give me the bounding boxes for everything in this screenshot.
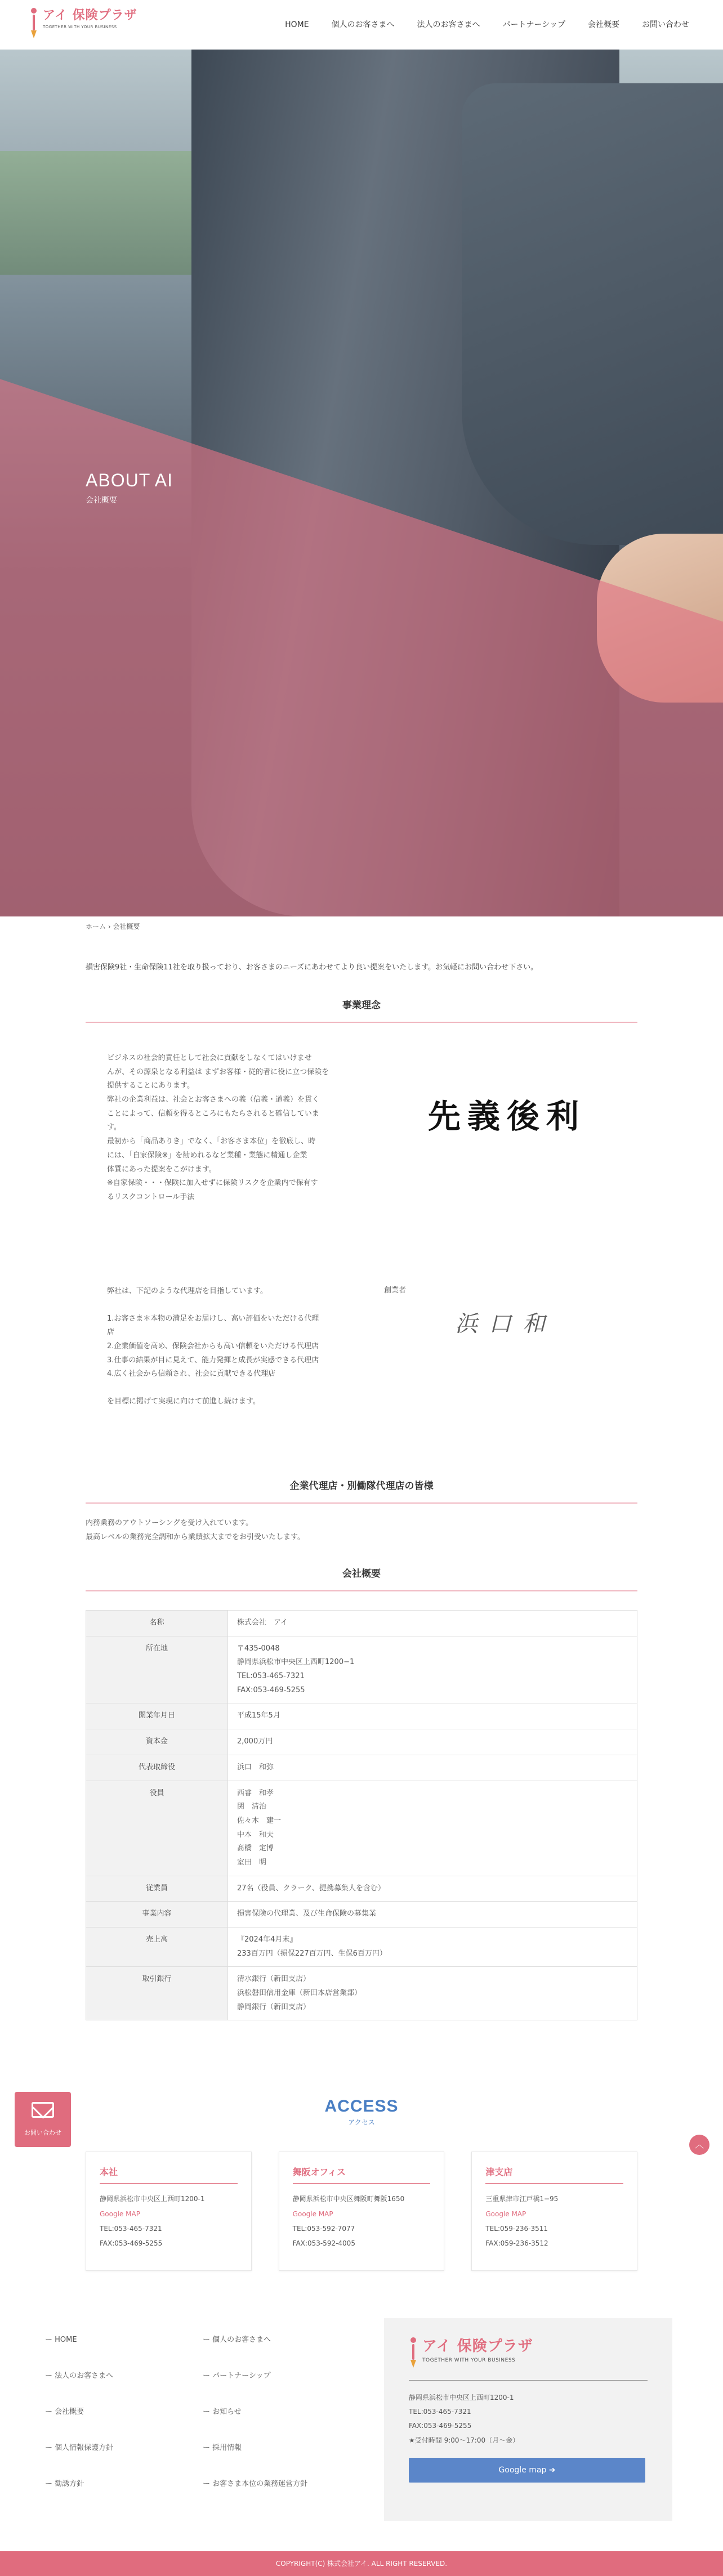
footer-link-privacy[interactable]: ー 個人情報保護方針 — [45, 2444, 114, 2452]
philosophy-line: るリスクコントロール手法 — [107, 1192, 195, 1201]
office-name: 舞阪オフィス — [293, 2164, 431, 2184]
floating-contact-label: お問い合わせ — [24, 2129, 61, 2137]
philosophy-line: 最初から「商品ありき」でなく、「お客さま本位」を徹底し、時 — [107, 1137, 316, 1146]
site-header — [0, 0, 723, 50]
profile-value: 株式会社 アイ — [228, 1611, 637, 1636]
profile-value: 清水銀行（新田支店） 浜松磐田信用金庫（新田本店営業部） 静岡銀行（新田支店） — [228, 1967, 637, 2020]
philosophy-line: んが、その源泉となる利益は まずお客様・従的者に役に立つ保険を — [107, 1067, 329, 1076]
goal-line: を目標に掲げて実現に向けて前進し続けます。 — [107, 1397, 260, 1406]
office-tel: TEL:059-236-3511 — [485, 2224, 548, 2233]
goal-line: 3.仕事の結果が目に見えて、能力発揮と成長が実感できる代理店 — [107, 1356, 319, 1365]
access-title: ACCESS — [324, 2097, 399, 2116]
footer-link-home[interactable]: ー HOME — [45, 2336, 77, 2344]
nav-contact[interactable]: お問い合わせ — [642, 20, 689, 29]
nav-personal[interactable]: 個人のお客さまへ — [331, 20, 395, 29]
profile-row — [86, 1703, 637, 1729]
logo-mark-icon — [29, 8, 38, 42]
nav-corporate[interactable]: 法人のお客さまへ — [417, 20, 480, 29]
logo-mark-icon — [409, 2337, 418, 2370]
nav-home[interactable]: HOME — [285, 20, 309, 29]
philosophy-line: 体質にあった提案をこがけます。 — [107, 1165, 216, 1174]
company-profile-title: 会社概要 — [86, 1566, 637, 1591]
philosophy-line: 弊社の企業利益は、社会とお客さまへの義（信義・道義）を貫く — [107, 1095, 320, 1104]
profile-label: 事業内容 — [86, 1902, 228, 1927]
profile-value: 〒435-0048 静岡県浜松市中央区上西町1200−1 TEL:053-465-7321 FAX:053-469-5255 — [228, 1636, 637, 1703]
philosophy-title: 事業理念 — [86, 998, 637, 1023]
hero-subtitle: 会社概要 — [86, 496, 117, 505]
office-map-link[interactable]: Google MAP — [485, 2210, 526, 2218]
profile-label: 所在地 — [86, 1636, 228, 1703]
profile-value: 『2024年4月末』 233百万円（損保227百万円、生保6百万円） — [228, 1927, 637, 1967]
profile-row — [86, 1636, 637, 1703]
logo-subtitle: TOGETHER WITH YOUR BUSINESS — [43, 24, 117, 29]
footer-fax: FAX:053-469-5255 — [409, 2422, 472, 2430]
philosophy-line: ビジネスの社会的責任として社会に貢献をしなくてはいけませ — [107, 1054, 312, 1062]
profile-label: 名称 — [86, 1611, 228, 1636]
office-fax: FAX:053-592-4005 — [292, 2239, 355, 2248]
philosophy-line: には、「自家保険※」を勧めれるなど業種・業態に精通し企業 — [107, 1151, 307, 1160]
hero-banner — [0, 50, 723, 916]
profile-label: 役員 — [86, 1781, 228, 1876]
profile-label: 売上高 — [86, 1927, 228, 1967]
footer-logo-title: アイ 保険プラザ — [422, 2338, 533, 2355]
nav-company[interactable]: 会社概要 — [588, 20, 619, 29]
mail-icon — [32, 2102, 54, 2118]
footer-link-corporate[interactable]: ー 法人のお客さまへ — [45, 2372, 114, 2380]
founder-signature: 浜口和 — [455, 1311, 556, 1337]
footer-link-customer-first[interactable]: ー お客さま本位の業務運営方針 — [203, 2480, 308, 2488]
profile-row — [86, 1611, 637, 1636]
profile-value: 浜口 和弥 — [228, 1755, 637, 1781]
corporate-agency-text — [86, 1517, 637, 1544]
goal-line: 店 — [107, 1328, 115, 1337]
office-tel: TEL:053-592-7077 — [292, 2224, 355, 2233]
profile-label: 代表取締役 — [86, 1755, 228, 1781]
footer-link-recruit[interactable]: ー 採用情報 — [203, 2444, 242, 2452]
corporate-agency-title: 企業代理店・別働隊代理店の皆様 — [86, 1478, 637, 1504]
office-card — [279, 2152, 445, 2271]
hero-photo-background — [0, 151, 191, 275]
footer-logo-subtitle: TOGETHER WITH YOUR BUSINESS — [422, 2357, 516, 2363]
corporate-line: 最高レベルの業務完全調和から業績拡大までをお引受いたします。 — [86, 1532, 305, 1541]
profile-row — [86, 1927, 637, 1967]
goal-line — [107, 1299, 343, 1312]
profile-value: 27名（役員、クラーク、提携募集人を含む） — [228, 1876, 637, 1902]
goal-line: 弊社は、下記のような代理店を目指しています。 — [107, 1287, 267, 1295]
footer-google-map-button[interactable]: Google map ➜ — [409, 2458, 645, 2483]
office-tel: TEL:053-465-7321 — [100, 2224, 162, 2233]
profile-row — [86, 1781, 637, 1876]
profile-label: 資本金 — [86, 1729, 228, 1755]
profile-label: 従業員 — [86, 1876, 228, 1902]
philosophy-line: す。 — [107, 1123, 121, 1132]
profile-row — [86, 1902, 637, 1927]
profile-value: 西睿 和孝 関 清治 佐々木 建一 中本 和夫 髙橋 定博 室田 明 — [228, 1781, 637, 1876]
goal-line: 1.お客さま＊本物の満足をお届けし、高い評価をいただける代理 — [107, 1314, 319, 1323]
office-address: 三重県津市江戸橋1−95 — [485, 2195, 559, 2203]
access-subtitle: アクセス — [348, 2118, 375, 2126]
hero-title: ABOUT AI — [86, 470, 173, 490]
office-fax: FAX:053-469-5255 — [100, 2239, 163, 2248]
company-goals — [107, 1285, 343, 1409]
profile-value: 平成15年5月 — [228, 1703, 637, 1729]
office-name: 津支店 — [485, 2164, 623, 2184]
profile-label: 開業年月日 — [86, 1703, 228, 1729]
footer-link-company[interactable]: ー 会社概要 — [45, 2408, 84, 2416]
footer-tel: TEL:053-465-7321 — [409, 2408, 471, 2416]
office-card — [471, 2152, 637, 2271]
philosophy-line: 提供することにあります。 — [107, 1081, 194, 1090]
breadcrumb[interactable]: ホーム › 会社概要 — [86, 923, 140, 931]
footer-hours: ★受付時間 9:00～17:00（月～金） — [409, 2436, 520, 2444]
back-to-top-button[interactable]: ︿ — [689, 2135, 709, 2155]
logo-title: アイ 保険プラザ — [43, 8, 137, 23]
office-map-link[interactable]: Google MAP — [100, 2210, 140, 2218]
footer-link-news[interactable]: ー お知らせ — [203, 2408, 242, 2416]
office-map-link[interactable]: Google MAP — [292, 2210, 333, 2218]
philosophy-text — [107, 1052, 338, 1205]
footer-link-solicitation[interactable]: ー 勧誘方針 — [45, 2480, 84, 2488]
goal-line: 4.広く社会から信頼され、社会に貢献できる代理店 — [107, 1370, 276, 1379]
office-list — [86, 2152, 637, 2271]
calligraphy-motto: 先義後利 — [428, 1097, 586, 1135]
profile-row — [86, 1876, 637, 1902]
office-address: 静岡県浜松市中央区舞阪町舞阪1650 — [292, 2195, 405, 2203]
footer-links-column — [45, 2334, 191, 2514]
site-logo[interactable] — [29, 8, 137, 42]
corporate-line: 内務業務のアウトソーシングを受け入れています。 — [86, 1519, 253, 1527]
copyright: COPYRIGHT(C) 株式会社アイ. ALL RIGHT RESERVED. — [0, 2551, 723, 2576]
footer-address: 静岡県浜松市中央区上西町1200-1 — [409, 2394, 514, 2401]
office-address: 静岡県浜松市中央区上西町1200-1 — [100, 2195, 205, 2203]
office-card — [86, 2152, 252, 2271]
profile-label: 取引銀行 — [86, 1967, 228, 2020]
profile-value: 2,000万円 — [228, 1729, 637, 1755]
footer-link-partnership[interactable]: ー パートナーシップ — [203, 2372, 271, 2380]
nav-partnership[interactable]: パートナーシップ — [502, 20, 565, 29]
goal-line: 2.企業価値を高め、保険会社からも高い信頼をいただける代理店 — [107, 1342, 319, 1351]
footer-links-column — [203, 2334, 349, 2514]
hero-photo-sleeve — [462, 83, 723, 545]
founder-label: 創業者 — [384, 1286, 407, 1295]
office-name: 本社 — [100, 2164, 238, 2184]
footer-company-box — [384, 2318, 672, 2521]
footer-logo — [409, 2337, 648, 2381]
philosophy-line: ※自家保険・・・保険に加入せずに保険リスクを企業内で保有す — [107, 1179, 318, 1188]
main-nav — [274, 17, 700, 33]
goal-line — [107, 1381, 343, 1395]
profile-row — [86, 1729, 637, 1755]
profile-value: 損害保険の代理業、及び生命保険の募集業 — [228, 1902, 637, 1927]
floating-contact-button[interactable] — [15, 2092, 71, 2147]
profile-row — [86, 1755, 637, 1781]
philosophy-line: ことによって、信頼を得るところにもたらされると確信していま — [107, 1109, 319, 1118]
profile-row — [86, 1967, 637, 2020]
office-fax: FAX:059-236-3512 — [485, 2239, 548, 2248]
footer-link-personal[interactable]: ー 個人のお客さまへ — [203, 2336, 271, 2344]
company-profile-table — [86, 1610, 637, 2020]
intro-text: 損害保険9社・生命保険11社を取り扱っており、お客さまのニーズにあわせてより良い提案をいたします。お気軽にお問い合わせ下さい。 — [86, 963, 538, 972]
